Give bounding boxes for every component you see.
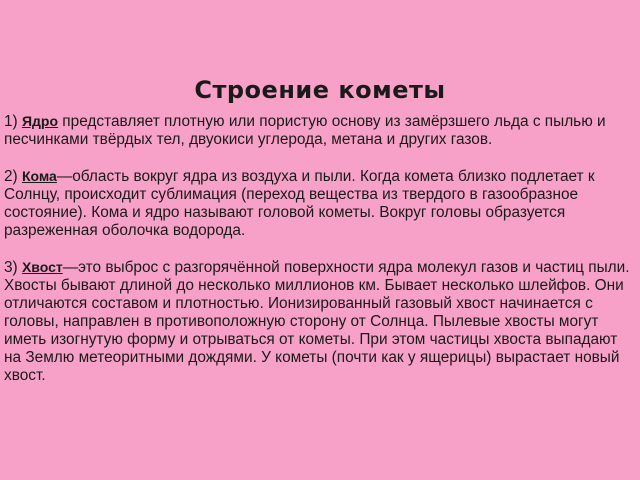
paragraph-number: 3) — [4, 259, 22, 276]
slide-content — [4, 112, 634, 403]
paragraph-text: —это выброс с разгорячённой поверхности ядра молекул газов и частиц пыли. Хвосты бывают длиной до несколько миллионов км. Бывает несколько шлейфов. Они отличаются составом и плотностью. Ионизированный газовый хвост начинается с головы, направлен в противоположную сторону от Солнца. Пылевые хвосты могут иметь изогнутую форму и отрываться от кометы. При этом частицы хвоста выпадают на Землю метеоритными дождями. У кометы (почти как у ящерицы) вырастает новый хвост. — [4, 259, 630, 384]
paragraph-nucleus — [4, 112, 634, 149]
paragraph-text: представляет плотную или пористую основу из замёрзшего льда с пылью и песчинками твёрдых тел, двуокиси углерода, метана и других газов. — [4, 113, 606, 148]
paragraph-tail — [4, 258, 634, 385]
slide-title: Строение кометы — [194, 76, 446, 104]
term-nucleus: Ядро — [21, 113, 59, 129]
term-tail: Хвост — [21, 259, 63, 275]
paragraph-number: 1) — [4, 113, 22, 130]
paragraph-text: —область вокруг ядра из воздуха и пыли. Когда комета близко подлетает к Солнцу, происходит сублимация (переход вещества из твердого в газообразное состояние). Кома и ядро называют головой кометы. Вокруг головы образуется разреженная оболочка водорода. — [4, 168, 595, 239]
paragraph-number: 2) — [4, 168, 22, 185]
term-coma: Кома — [21, 168, 57, 184]
paragraph-coma — [4, 167, 634, 240]
